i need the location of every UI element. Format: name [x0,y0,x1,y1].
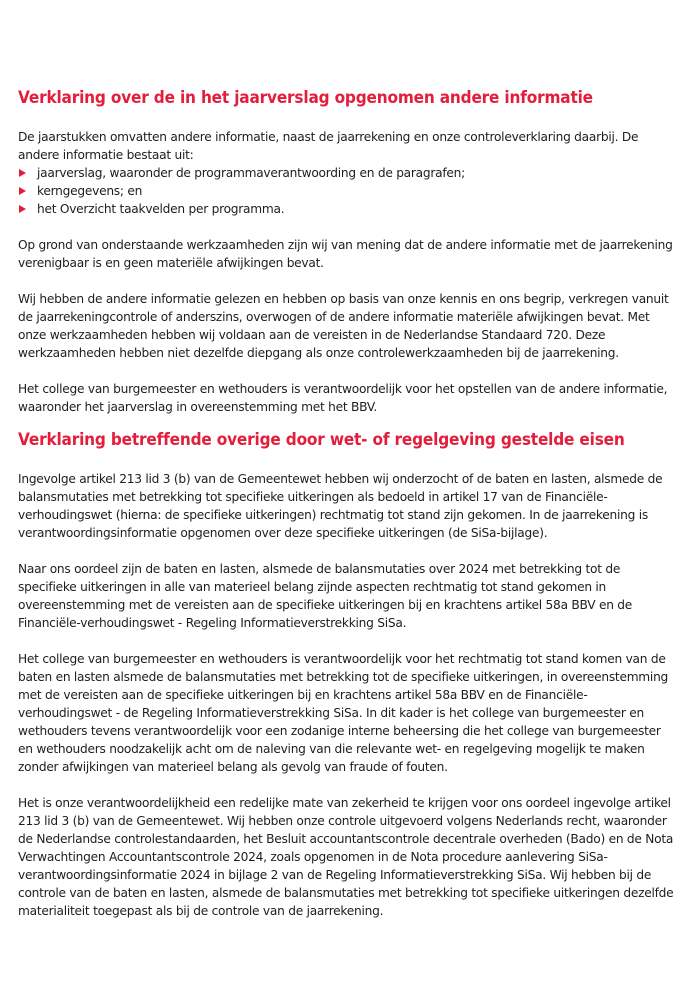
paragraph: Op grond van onderstaande werkzaamheden zijn wij van mening dat de andere informatie met de jaarrekening verenigbaar is en geen materiële afwijkingen bevat. [18,238,673,270]
bullet-list [18,164,678,218]
section-legal-requirements [18,428,678,920]
section-other-information [18,86,678,416]
paragraph: Wij hebben de andere informatie gelezen en hebben op basis van onze kennis en ons begrip, verkregen vanuit de jaarrekeningcontrole of anderszins, overwogen of de andere informatie materiële afwijkingen bevat. Met onze werkzaamheden hebben wij voldaan aan de vereisten in de Nederlandse Standaard 720. Deze werkzaamheden hebben niet dezelfde diepgang als onze controlewerkzaamheden bij de jaarrekening. [18,292,669,360]
paragraph: Het college van burgemeester en wethouders is verantwoordelijk voor het opstellen van de andere informatie, waaronder het jaarverslag in overeenstemming met het BBV. [18,382,668,414]
paragraph: Het is onze verantwoordelijkheid een redelijke mate van zekerheid te krijgen voor ons oordeel ingevolge artikel 213 lid 3 (b) van de Gemeentewet. Wij hebben onze controle uitgevoerd volgens Nederlands recht, waaronder de Nederlandse controlestandaarden, het Besluit accountantscontrole decentrale overheden (Bado) en de Nota Verwachtingen Accountantscontrole 2024, zoals opgenomen in de Nota procedure aanlevering SiSa-verantwoordingsinformatie 2024 in bijlage 2 van de Regeling Informatieverstrekking SiSa. Wij hebben bij de controle van de baten en lasten, alsmede de balansmutaties met betrekking tot specifieke uitkeringen dezelfde materialiteit toegepast als bij de controle van de jaarrekening. [18,796,674,918]
list-item [18,200,678,218]
intro-paragraph: De jaarstukken omvatten andere informatie, naast de jaarrekening en onze controleverklaring daarbij. De andere informatie bestaat uit: [18,130,639,162]
list-item [18,182,678,200]
section-heading: Verklaring betreffende overige door wet- of regelgeving gestelde eisen [18,430,625,449]
triangle-bullet-icon [19,205,26,213]
list-item [18,164,678,182]
paragraph: Het college van burgemeester en wethouders is verantwoordelijk voor het rechtmatig tot stand komen van de baten en lasten alsmede de balansmutaties met betrekking tot de specifieke uitkeringen, in overeenstemming met de vereisten aan de specifieke uitkeringen bij en krachtens artikel 58a BBV en de Financiële-verhoudingswet - de Regeling Informatieverstrekking SiSa. In dit kader is het college van burgemeester en wethouders tevens verantwoordelijk voor een zodanige interne beheersing die het college van burgemeester en wethouders noodzakelijk acht om de naleving van die relevante wet- en regelgeving mogelijk te maken zonder afwijkingen van materieel belang als gevolg van fraude of fouten. [18,652,669,774]
list-item-text: het Overzicht taakvelden per programma. [37,202,285,216]
list-item-text: kerngegevens; en [37,184,143,198]
triangle-bullet-icon [19,187,26,195]
paragraph: Ingevolge artikel 213 lid 3 (b) van de Gemeentewet hebben wij onderzocht of de baten en lasten, alsmede de balansmutaties met betrekking tot specifieke uitkeringen als bedoeld in artikel 17 van de Financiële-verhoudingswet (hierna: de specifieke uitkeringen) rechtmatig tot stand zijn gekomen. In de jaarrekening is verantwoordingsinformatie opgenomen over deze specifieke uitkeringen (de SiSa-bijlage). [18,472,663,540]
document-page [18,86,678,938]
section-heading: Verklaring over de in het jaarverslag opgenomen andere informatie [18,88,593,107]
triangle-bullet-icon [19,169,26,177]
list-item-text: jaarverslag, waaronder de programmaverantwoording en de paragrafen; [37,166,465,180]
paragraph: Naar ons oordeel zijn de baten en lasten, alsmede de balansmutaties over 2024 met betrekking tot de specifieke uitkeringen in alle van materieel belang zijnde aspecten rechtmatig tot stand gekomen in overeenstemming met de vereisten aan de specifieke uitkeringen bij en krachtens artikel 58a BBV en de Financiële-verhoudingswet - Regeling Informatieverstrekking SiSa. [18,562,633,630]
